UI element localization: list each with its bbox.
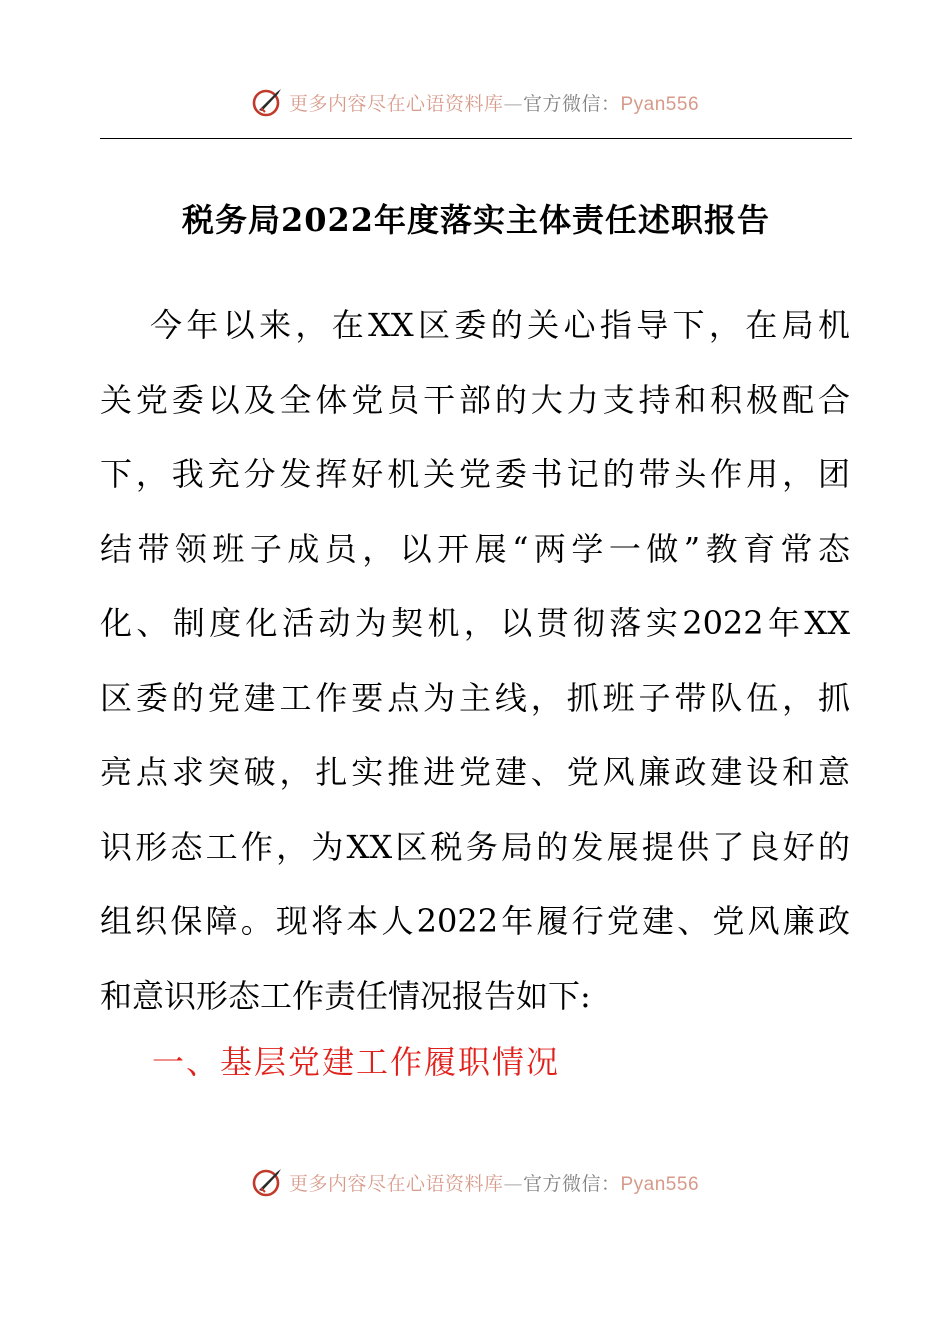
watermark-wechat-id: Pyan556: [620, 1173, 700, 1195]
body-paragraph: [100, 288, 850, 1033]
paragraph-line: 化、制度化活动为契机，以贯彻落实2022年XX: [100, 604, 850, 642]
watermark-wechat-label: 官方微信：: [522, 92, 621, 115]
paragraph-line: 区委的党建工作要点为主线，抓班子带队伍，抓: [100, 678, 850, 717]
quill-logo-icon: [251, 85, 285, 119]
watermark-separator: —: [503, 1172, 523, 1195]
watermark-main-text: 更多内容尽在心语资料库: [288, 1172, 504, 1195]
paragraph-line: 结带领班子成员，以开展“两学一做”教育常态: [100, 529, 850, 568]
paragraph-line: 下，我充分发挥好机关党委书记的带头作用，团: [100, 455, 850, 493]
paragraph-line: 识形态工作，为XX区税务局的发展提供了良好的: [100, 827, 850, 866]
document-title: 税务局2022年度落实主体责任述职报告: [181, 201, 771, 239]
footer-watermark: [0, 1162, 950, 1202]
header-divider: [100, 138, 852, 139]
watermark-main-text: 更多内容尽在心语资料库: [288, 92, 504, 115]
paragraph-line: 今年以来，在XX区委的关心指导下，在局机: [150, 306, 850, 344]
paragraph-line: 关党委以及全体党员干部的大力支持和积极配合: [100, 380, 850, 419]
watermark-wechat-id: Pyan556: [620, 93, 700, 115]
watermark-wechat-label: 官方微信：: [522, 1172, 621, 1195]
watermark-separator: —: [503, 92, 523, 115]
section-heading: 一、基层党建工作履职情况: [152, 1043, 561, 1081]
paragraph-line: 和意识形态工作责任情况报告如下:: [100, 976, 591, 1015]
header-watermark: [0, 82, 950, 122]
quill-logo-icon: [251, 1165, 285, 1199]
paragraph-line: 亮点求突破，扎实推进党建、党风廉政建设和意: [100, 753, 850, 791]
paragraph-line: 组织保障。现将本人2022年履行党建、党风廉政: [100, 902, 850, 940]
